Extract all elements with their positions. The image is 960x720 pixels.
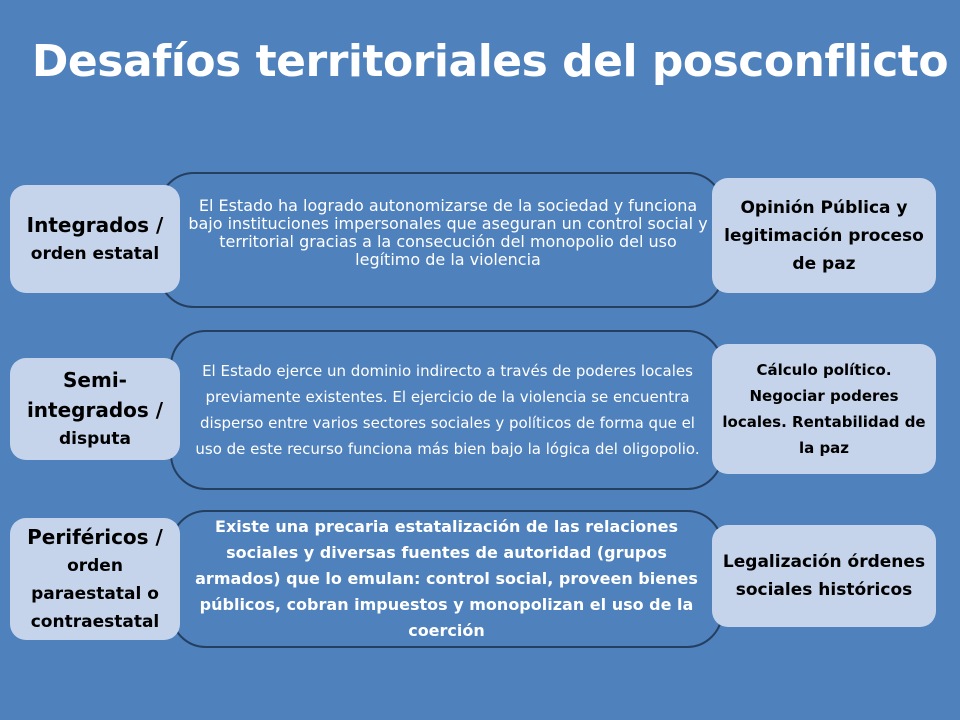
left-title-semi-line1: Semi- xyxy=(63,368,127,392)
right-box-calculo-politico xyxy=(712,344,936,474)
left-box-semi-integrados xyxy=(10,358,180,460)
center-box-perifericos xyxy=(170,510,723,648)
left-subtitle-integrados: orden estatal xyxy=(30,244,160,264)
right-text-opinion-publica: Opinión Pública y legitimación proceso de paz xyxy=(724,197,924,274)
left-subtitle-perifericos: orden paraestatal o contraestatal xyxy=(30,556,160,632)
left-subtitle-disputa: disputa xyxy=(59,429,131,449)
right-text-calculo-politico: Cálculo político. Negociar poderes locales. Rentabilidad de la paz xyxy=(722,361,926,457)
center-box-integrados xyxy=(158,172,724,308)
right-text-legalizacion: Legalización órdenes sociales históricos xyxy=(722,552,926,600)
center-box-semi-integrados xyxy=(170,330,723,490)
center-text-integrados: El Estado ha logrado autonomizarse de la sociedad y funciona bajo instituciones impersonales que aseguran un control social y territorial gracias a la consecución del monopolio del uso legítimo de la violencia xyxy=(188,196,708,269)
center-text-semi-integrados: El Estado ejerce un dominio indirecto a través de poderes locales previamente existentes. El ejercicio de la violencia se encuentra disperso entre varios sectores sociales y políticos de forma que el uso de este recurso funciona más bien bajo la lógica del oligopolio. xyxy=(195,362,700,458)
left-title-perifericos: Periféricos / xyxy=(27,525,163,549)
left-title-integrados: Integrados / xyxy=(26,213,164,237)
right-box-opinion-publica xyxy=(712,178,936,293)
center-text-perifericos: Existe una precaria estatalización de las relaciones sociales y diversas fuentes de autoridad (grupos armados) que lo emulan: control social, proveen bienes públicos, cobran impuestos y monopolizan el uso de la coerción xyxy=(195,517,698,640)
left-box-perifericos xyxy=(10,518,180,640)
left-title-semi-line2: integrados / xyxy=(26,398,164,422)
right-box-legalizacion xyxy=(712,525,936,627)
slide-title: Desafíos territoriales del posconflicto xyxy=(31,36,949,87)
left-box-integrados xyxy=(10,185,180,293)
